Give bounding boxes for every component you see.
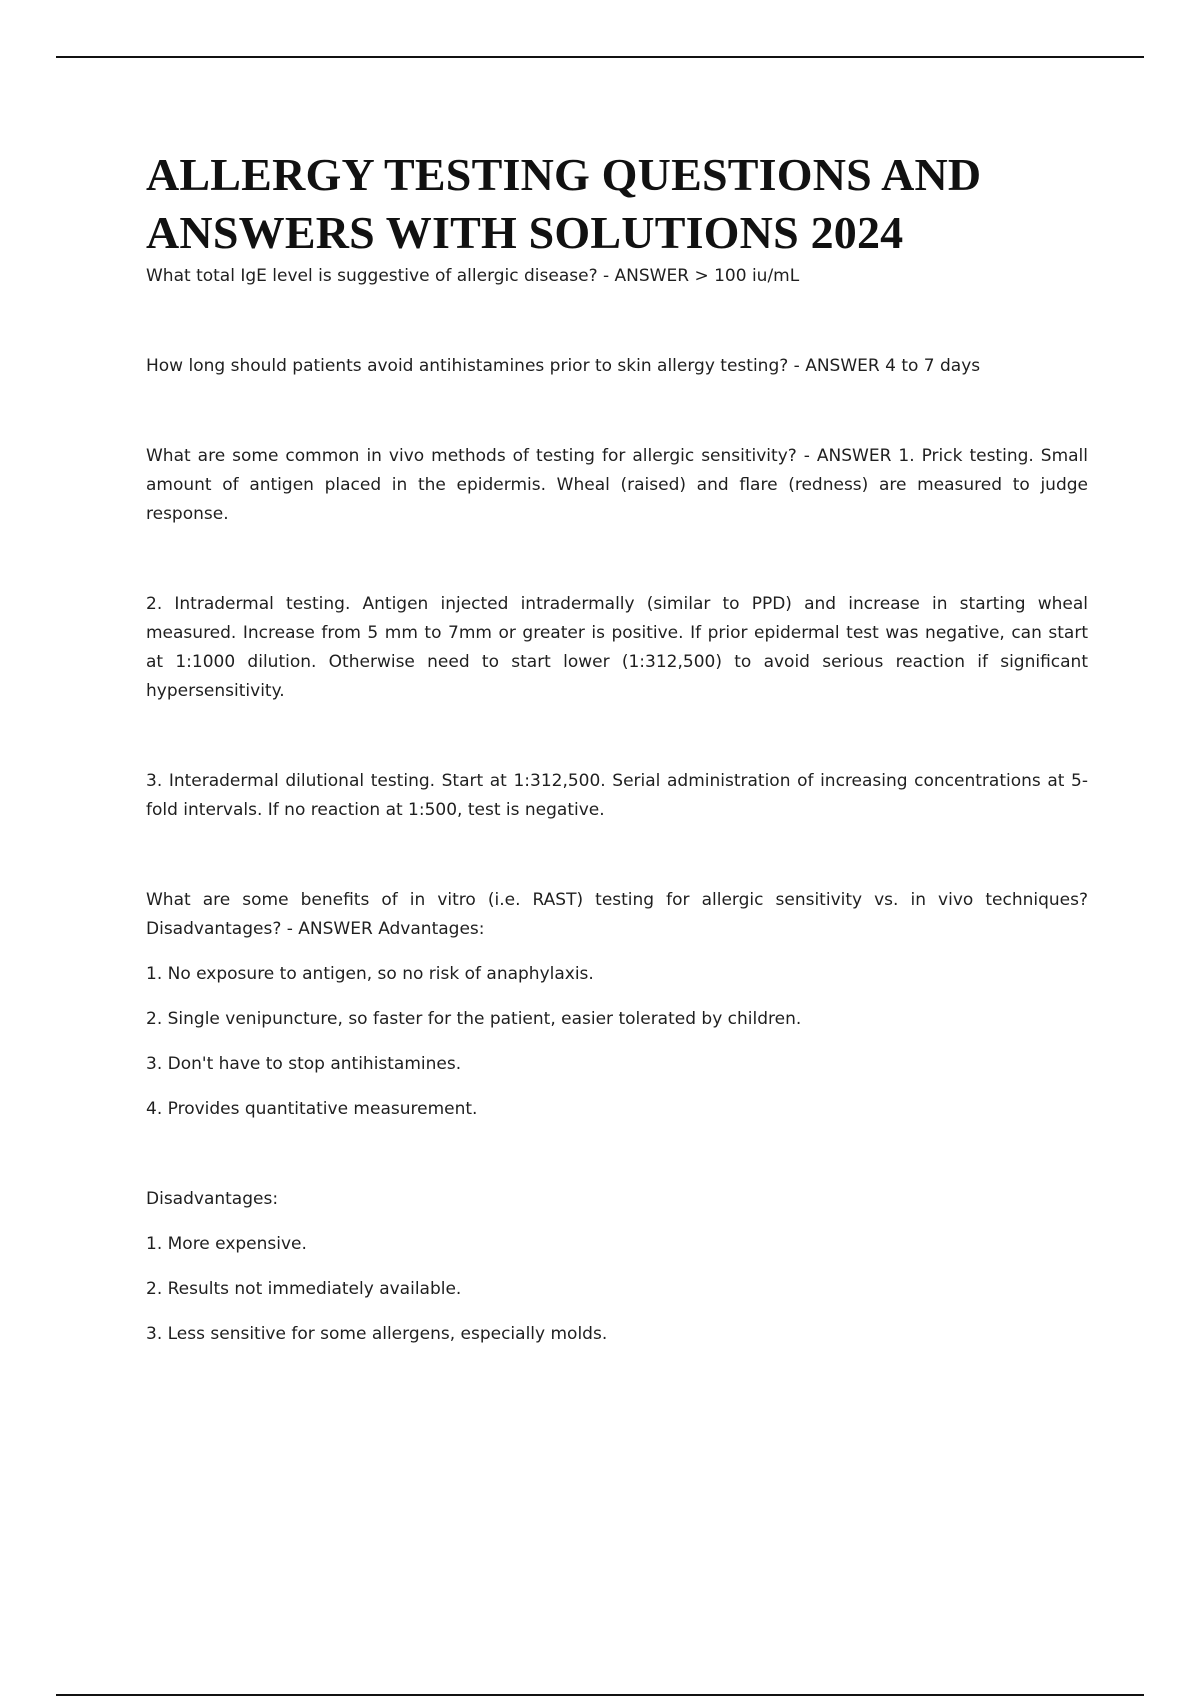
title-line-2: ANSWERS WITH SOLUTIONS 2024 [146,207,904,258]
document-title [146,146,1088,262]
disadvantages-heading: Disadvantages: [146,1189,279,1209]
advantage-item: 4. Provides quantitative measurement. [146,1099,478,1119]
title-line-1: ALLERGY TESTING QUESTIONS AND [146,149,982,200]
answer-dilutional-testing: 3. Interadermal dilutional testing. Start at 1:312,500. Serial administration of increasing concentrations at 5-fold intervals. If no reaction at 1:500, test is negative. [146,771,1088,820]
document-page [146,146,1088,1349]
disadvantages-list [146,1230,1088,1349]
advantages-list [146,960,1088,1124]
advantage-item: 3. Don't have to stop antihistamines. [146,1054,462,1074]
top-rule [56,56,1144,58]
question-antihistamines: How long should patients avoid antihistamines prior to skin allergy testing? - ANSWER 4 to 7 days [146,356,981,376]
advantage-item: 1. No exposure to antigen, so no risk of anaphylaxis. [146,964,594,984]
question-in-vivo-methods: What are some common in vivo methods of testing for allergic sensitivity? - ANSWER 1. Prick testing. Small amount of antigen placed in the epidermis. Wheal (raised) and flare (redness) are measured to judge response. [146,446,1088,524]
disadvantage-item: 2. Results not immediately available. [146,1279,462,1299]
disadvantage-item: 1. More expensive. [146,1234,307,1254]
bottom-rule [56,1694,1144,1696]
answer-intradermal-testing: 2. Intradermal testing. Antigen injected intradermally (similar to PPD) and increase in starting wheal measured. Increase from 5 mm to 7mm or greater is positive. If prior epidermal test was negative, can start at 1:1000 dilution. Otherwise need to start lower (1:312,500) to avoid serious reaction if significant hypersensitivity. [146,594,1088,701]
question-ige-level: What total IgE level is suggestive of allergic disease? - ANSWER > 100 iu/mL [146,266,800,286]
advantage-item: 2. Single venipuncture, so faster for the patient, easier tolerated by children. [146,1009,802,1029]
question-in-vitro-benefits: What are some benefits of in vitro (i.e. RAST) testing for allergic sensitivity vs. in vivo techniques? Disadvantages? - ANSWER Advantages: [146,890,1088,939]
disadvantage-item: 3. Less sensitive for some allergens, especially molds. [146,1324,608,1344]
